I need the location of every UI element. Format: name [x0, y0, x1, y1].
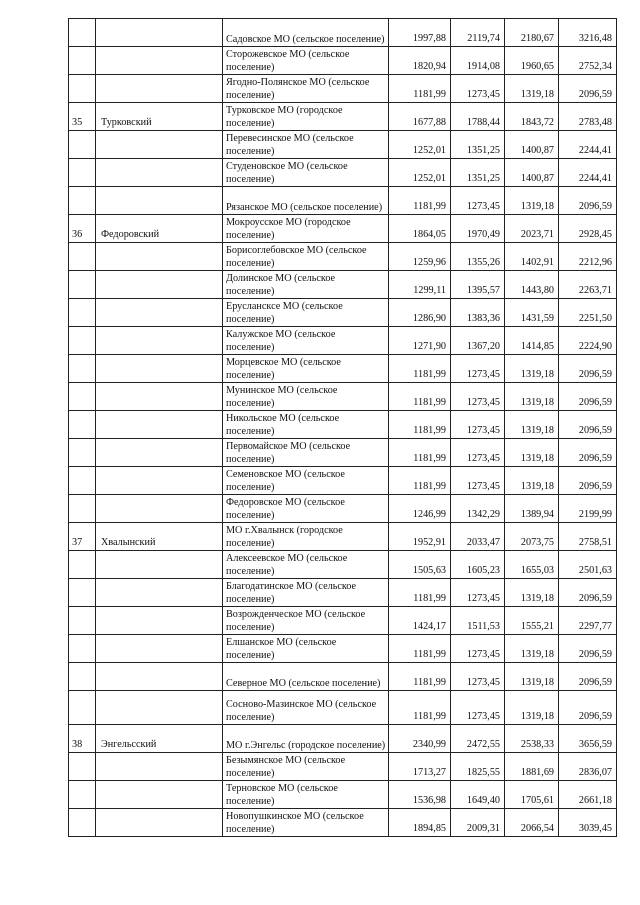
- value-cell: 1273,45: [451, 467, 505, 495]
- value-cell: 2297,77: [559, 607, 617, 635]
- table-row: [69, 75, 617, 103]
- value-cell: 1319,18: [505, 439, 559, 467]
- value-cell: 1271,90: [389, 327, 451, 355]
- value-cell: 1414,85: [505, 327, 559, 355]
- municipality-name: Калужское МО (сельское поселение): [223, 327, 389, 355]
- table-row: [69, 243, 617, 271]
- value-cell: 2199,99: [559, 495, 617, 523]
- value-cell: 1431,59: [505, 299, 559, 327]
- municipality-name: Первомайское МО (сельское поселение): [223, 439, 389, 467]
- value-cell: 2244,41: [559, 159, 617, 187]
- district-name: [96, 47, 223, 75]
- value-cell: 1677,88: [389, 103, 451, 131]
- municipality-name: Семеновское МО (сельское поселение): [223, 467, 389, 495]
- row-number: [69, 781, 96, 809]
- value-cell: 2096,59: [559, 187, 617, 215]
- value-cell: 2836,07: [559, 753, 617, 781]
- row-number: [69, 187, 96, 215]
- table-row: [69, 753, 617, 781]
- table-row: [69, 131, 617, 159]
- value-cell: 1181,99: [389, 663, 451, 691]
- value-cell: 2251,50: [559, 299, 617, 327]
- table-row: [69, 299, 617, 327]
- value-cell: 2244,41: [559, 131, 617, 159]
- municipality-name: Сторожевское МО (сельское поселение): [223, 47, 389, 75]
- district-name: Турковский: [96, 103, 223, 131]
- municipality-name: Северное МО (сельское поселение): [223, 663, 389, 691]
- value-cell: 1319,18: [505, 663, 559, 691]
- value-cell: 1914,08: [451, 47, 505, 75]
- value-cell: 1881,69: [505, 753, 559, 781]
- table-row: [69, 551, 617, 579]
- value-cell: 2752,34: [559, 47, 617, 75]
- municipality-name: Благодатинское МО (сельское поселение): [223, 579, 389, 607]
- value-cell: 1511,53: [451, 607, 505, 635]
- municipality-name: Новопушкинское МО (сельское поселение): [223, 809, 389, 837]
- row-number: [69, 75, 96, 103]
- district-name: [96, 495, 223, 523]
- table-row: [69, 663, 617, 691]
- value-cell: 1319,18: [505, 635, 559, 663]
- municipality-name: Долинское МО (сельское поселение): [223, 271, 389, 299]
- value-cell: 1402,91: [505, 243, 559, 271]
- municipality-name: Студеновское МО (сельское поселение): [223, 159, 389, 187]
- table-row: [69, 327, 617, 355]
- row-number: [69, 19, 96, 47]
- value-cell: 1273,45: [451, 187, 505, 215]
- value-cell: 2073,75: [505, 523, 559, 551]
- value-cell: 2538,33: [505, 725, 559, 753]
- municipality-name: Ягодно-Полянское МО (сельское поселение): [223, 75, 389, 103]
- row-number: [69, 663, 96, 691]
- value-cell: 1252,01: [389, 159, 451, 187]
- row-number: [69, 439, 96, 467]
- district-name: [96, 19, 223, 47]
- value-cell: 1351,25: [451, 131, 505, 159]
- value-cell: 1319,18: [505, 691, 559, 725]
- row-number: [69, 47, 96, 75]
- value-cell: 1273,45: [451, 439, 505, 467]
- value-cell: 1299,11: [389, 271, 451, 299]
- value-cell: 1970,49: [451, 215, 505, 243]
- value-cell: 1259,96: [389, 243, 451, 271]
- value-cell: 2009,31: [451, 809, 505, 837]
- value-cell: 2661,18: [559, 781, 617, 809]
- table-row: [69, 691, 617, 725]
- table-row: [69, 187, 617, 215]
- row-number: [69, 495, 96, 523]
- value-cell: 1319,18: [505, 355, 559, 383]
- value-cell: 2096,59: [559, 383, 617, 411]
- row-number: [69, 131, 96, 159]
- municipality-name: МО г.Хвалынск (городское поселение): [223, 523, 389, 551]
- district-name: [96, 187, 223, 215]
- value-cell: 1351,25: [451, 159, 505, 187]
- municipality-name: Сосново-Мазинское МО (сельское поселение): [223, 691, 389, 725]
- value-cell: 1181,99: [389, 383, 451, 411]
- table-row: [69, 383, 617, 411]
- value-cell: 1605,23: [451, 551, 505, 579]
- value-cell: 2023,71: [505, 215, 559, 243]
- table-row: [69, 523, 617, 551]
- district-name: [96, 131, 223, 159]
- value-cell: 2180,67: [505, 19, 559, 47]
- district-name: [96, 781, 223, 809]
- value-cell: 1181,99: [389, 187, 451, 215]
- value-cell: 1536,98: [389, 781, 451, 809]
- row-number: [69, 299, 96, 327]
- value-cell: 1960,65: [505, 47, 559, 75]
- district-name: Федоровский: [96, 215, 223, 243]
- row-number: [69, 579, 96, 607]
- district-name: [96, 663, 223, 691]
- table-row: [69, 809, 617, 837]
- value-cell: 1820,94: [389, 47, 451, 75]
- row-number: [69, 809, 96, 837]
- district-name: [96, 159, 223, 187]
- municipality-name: Рязанское МО (сельское поселение): [223, 187, 389, 215]
- value-cell: 1383,36: [451, 299, 505, 327]
- municipality-name: Никольское МО (сельское поселение): [223, 411, 389, 439]
- value-cell: 1273,45: [451, 355, 505, 383]
- value-cell: 1273,45: [451, 75, 505, 103]
- value-cell: 1655,03: [505, 551, 559, 579]
- value-cell: 2212,96: [559, 243, 617, 271]
- municipality-name: Перевесинское МО (сельское поселение): [223, 131, 389, 159]
- table-row: [69, 495, 617, 523]
- municipality-name: Садовское МО (сельское поселение): [223, 19, 389, 47]
- row-number: 38: [69, 725, 96, 753]
- value-cell: 1355,26: [451, 243, 505, 271]
- value-cell: 2472,55: [451, 725, 505, 753]
- value-cell: 1342,29: [451, 495, 505, 523]
- value-cell: 2783,48: [559, 103, 617, 131]
- value-cell: 1181,99: [389, 635, 451, 663]
- table-row: [69, 467, 617, 495]
- value-cell: 1246,99: [389, 495, 451, 523]
- municipality-name: Елшанское МО (сельское поселение): [223, 635, 389, 663]
- value-cell: 1273,45: [451, 663, 505, 691]
- value-cell: 1555,21: [505, 607, 559, 635]
- value-cell: 2096,59: [559, 439, 617, 467]
- value-cell: 1864,05: [389, 215, 451, 243]
- value-cell: 2340,99: [389, 725, 451, 753]
- value-cell: 1825,55: [451, 753, 505, 781]
- value-cell: 1400,87: [505, 131, 559, 159]
- row-number: 35: [69, 103, 96, 131]
- district-name: [96, 355, 223, 383]
- municipality-name: Турковское МО (городское поселение): [223, 103, 389, 131]
- row-number: [69, 753, 96, 781]
- value-cell: 1319,18: [505, 579, 559, 607]
- district-name: [96, 439, 223, 467]
- row-number: [69, 691, 96, 725]
- value-cell: 1505,63: [389, 551, 451, 579]
- table-row: [69, 439, 617, 467]
- value-cell: 1181,99: [389, 467, 451, 495]
- value-cell: 1713,27: [389, 753, 451, 781]
- value-cell: 2928,45: [559, 215, 617, 243]
- value-cell: 2096,59: [559, 663, 617, 691]
- district-name: [96, 691, 223, 725]
- table-row: [69, 579, 617, 607]
- value-cell: 1424,17: [389, 607, 451, 635]
- value-cell: 2096,59: [559, 75, 617, 103]
- district-name: [96, 467, 223, 495]
- value-cell: 1273,45: [451, 383, 505, 411]
- row-number: [69, 411, 96, 439]
- municipality-name: Возрожденческое МО (сельское поселение): [223, 607, 389, 635]
- value-cell: 1181,99: [389, 411, 451, 439]
- value-cell: 2033,47: [451, 523, 505, 551]
- value-cell: 1252,01: [389, 131, 451, 159]
- value-cell: 1319,18: [505, 411, 559, 439]
- district-name: [96, 551, 223, 579]
- value-cell: 1273,45: [451, 691, 505, 725]
- district-name: [96, 411, 223, 439]
- table-body: [69, 19, 617, 837]
- value-cell: 1181,99: [389, 355, 451, 383]
- row-number: [69, 159, 96, 187]
- value-cell: 1181,99: [389, 691, 451, 725]
- district-name: Хвалынский: [96, 523, 223, 551]
- district-name: [96, 579, 223, 607]
- value-cell: 1319,18: [505, 467, 559, 495]
- district-name: [96, 299, 223, 327]
- municipality-name: Мокроусское МО (городское поселение): [223, 215, 389, 243]
- district-name: [96, 635, 223, 663]
- municipality-name: Федоровское МО (сельское поселение): [223, 495, 389, 523]
- value-cell: 2096,59: [559, 579, 617, 607]
- municipality-name: Безымянское МО (сельское поселение): [223, 753, 389, 781]
- value-cell: 1319,18: [505, 187, 559, 215]
- row-number: [69, 635, 96, 663]
- table-row: [69, 19, 617, 47]
- row-number: [69, 467, 96, 495]
- table-row: [69, 411, 617, 439]
- value-cell: 1181,99: [389, 439, 451, 467]
- table-row: [69, 47, 617, 75]
- row-number: [69, 551, 96, 579]
- value-cell: 1367,20: [451, 327, 505, 355]
- municipality-name: Еруслансксе МО (сельское поселение): [223, 299, 389, 327]
- value-cell: 1181,99: [389, 75, 451, 103]
- value-cell: 1788,44: [451, 103, 505, 131]
- value-cell: 3216,48: [559, 19, 617, 47]
- row-number: [69, 271, 96, 299]
- municipality-name: Алексеевское МО (сельское поселение): [223, 551, 389, 579]
- value-cell: 1843,72: [505, 103, 559, 131]
- row-number: [69, 355, 96, 383]
- table-row: [69, 271, 617, 299]
- value-cell: 1389,94: [505, 495, 559, 523]
- value-cell: 2066,54: [505, 809, 559, 837]
- municipality-name: Мунинское МО (сельское поселение): [223, 383, 389, 411]
- table-row: [69, 635, 617, 663]
- value-cell: 1952,91: [389, 523, 451, 551]
- row-number: 37: [69, 523, 96, 551]
- district-name: [96, 809, 223, 837]
- row-number: [69, 327, 96, 355]
- value-cell: 1997,88: [389, 19, 451, 47]
- table-row: [69, 159, 617, 187]
- value-cell: 1894,85: [389, 809, 451, 837]
- row-number: [69, 383, 96, 411]
- value-cell: 2224,90: [559, 327, 617, 355]
- table-row: [69, 215, 617, 243]
- value-cell: 2096,59: [559, 411, 617, 439]
- value-cell: 1705,61: [505, 781, 559, 809]
- value-cell: 1181,99: [389, 579, 451, 607]
- row-number: [69, 243, 96, 271]
- municipality-name: Морцевское МО (сельское поселение): [223, 355, 389, 383]
- value-cell: 1273,45: [451, 579, 505, 607]
- value-cell: 2096,59: [559, 691, 617, 725]
- table-row: [69, 781, 617, 809]
- table-row: [69, 355, 617, 383]
- value-cell: 1286,90: [389, 299, 451, 327]
- tariff-table: [68, 18, 617, 837]
- value-cell: 2501,63: [559, 551, 617, 579]
- district-name: [96, 753, 223, 781]
- table-row: [69, 725, 617, 753]
- value-cell: 2758,51: [559, 523, 617, 551]
- value-cell: 3656,59: [559, 725, 617, 753]
- table-row: [69, 607, 617, 635]
- value-cell: 1395,57: [451, 271, 505, 299]
- district-name: Энгельсский: [96, 725, 223, 753]
- value-cell: 2119,74: [451, 19, 505, 47]
- value-cell: 1319,18: [505, 75, 559, 103]
- municipality-name: Терновское МО (сельское поселение): [223, 781, 389, 809]
- district-name: [96, 327, 223, 355]
- row-number: [69, 607, 96, 635]
- municipality-name: Борисоглебовское МО (сельское поселение): [223, 243, 389, 271]
- value-cell: 1273,45: [451, 635, 505, 663]
- value-cell: 2263,71: [559, 271, 617, 299]
- value-cell: 2096,59: [559, 635, 617, 663]
- district-name: [96, 271, 223, 299]
- value-cell: 1319,18: [505, 383, 559, 411]
- value-cell: 1443,80: [505, 271, 559, 299]
- district-name: [96, 383, 223, 411]
- row-number: 36: [69, 215, 96, 243]
- district-name: [96, 607, 223, 635]
- value-cell: 1273,45: [451, 411, 505, 439]
- value-cell: 2096,59: [559, 467, 617, 495]
- district-name: [96, 75, 223, 103]
- district-name: [96, 243, 223, 271]
- value-cell: 2096,59: [559, 355, 617, 383]
- value-cell: 3039,45: [559, 809, 617, 837]
- table-row: [69, 103, 617, 131]
- value-cell: 1400,87: [505, 159, 559, 187]
- municipality-name: МО г.Энгельс (городское поселение): [223, 725, 389, 753]
- value-cell: 1649,40: [451, 781, 505, 809]
